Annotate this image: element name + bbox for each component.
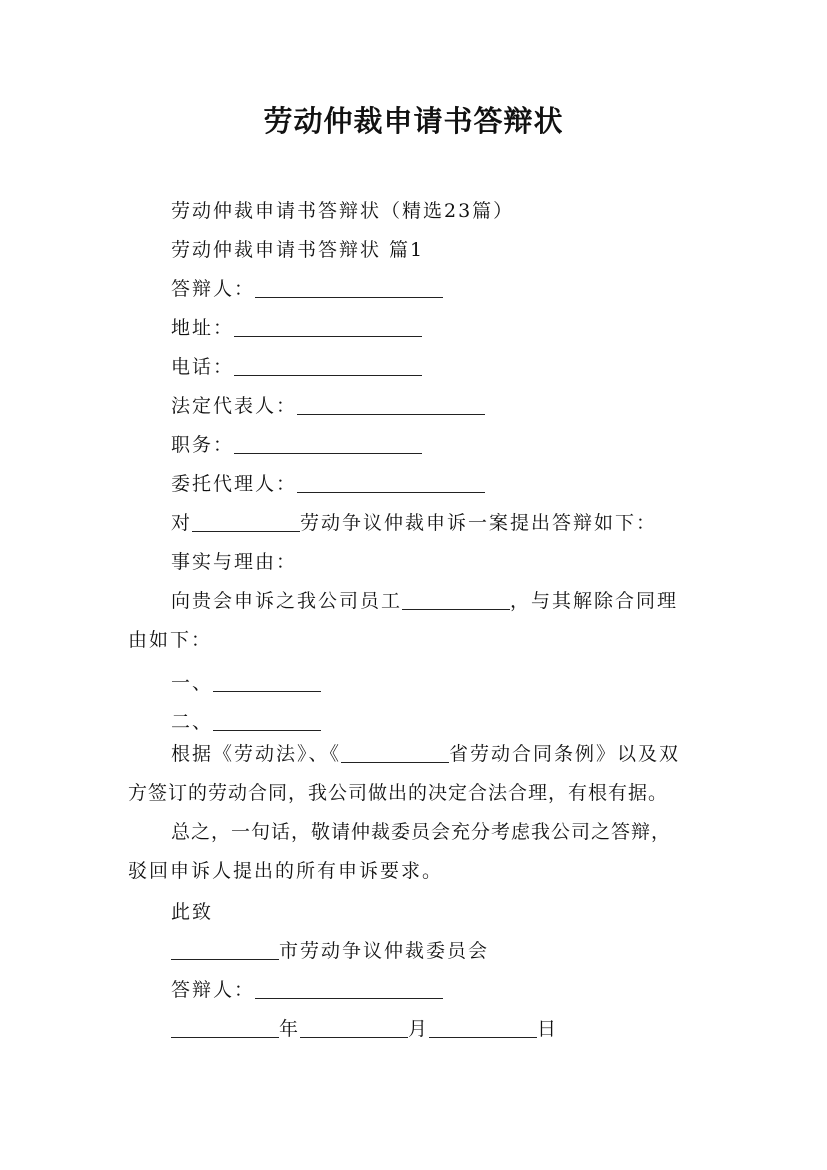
sign-label: 答辩人： (171, 979, 256, 1001)
committee-label: 市劳动争议仲裁委员会 (279, 940, 490, 962)
day-blank (429, 1017, 537, 1038)
position-blank (234, 433, 422, 454)
sign-blank (255, 978, 443, 999)
item-1-label: 一、 (171, 672, 214, 694)
sign-line (171, 977, 443, 1003)
address-field (171, 315, 422, 341)
para2-line2: 方签订的劳动合同，我公司做出的决定合法合理，有根有据。 (128, 782, 669, 804)
case-suffix: 劳动争议仲裁申诉一案提出答辩如下： (300, 512, 658, 534)
date-line (171, 1016, 558, 1042)
item-2 (171, 709, 321, 735)
para2-a: 根据《劳动法》、《 (171, 743, 342, 765)
para3-line2: 驳回申诉人提出的所有申诉要求。 (128, 860, 444, 882)
respondent-blank (255, 277, 443, 298)
city-blank (171, 939, 279, 960)
province-blank (341, 742, 449, 763)
case-prefix: 对 (171, 512, 193, 534)
respondent-label: 答辩人： (171, 278, 256, 300)
position-field (171, 432, 422, 458)
year-blank (171, 1017, 279, 1038)
case-line (171, 510, 657, 536)
legal-rep-field (171, 393, 485, 419)
agent-blank (297, 472, 485, 493)
section-heading: 劳动仲裁申请书答辩状 篇1 (171, 239, 425, 261)
phone-blank (234, 355, 422, 376)
year-label: 年 (279, 1018, 301, 1040)
address-blank (234, 316, 422, 337)
subtitle: 劳动仲裁申请书答辩状（精选23篇） (171, 200, 515, 222)
committee-line (171, 938, 489, 964)
employee-blank (402, 589, 510, 610)
facts-heading: 事实与理由： (171, 551, 298, 573)
day-label: 日 (537, 1018, 559, 1040)
position-label: 职务： (171, 434, 235, 456)
item-1-blank (213, 671, 321, 692)
address-label: 地址： (171, 317, 235, 339)
para2-line1 (171, 741, 680, 767)
para1-a: 向贵会申诉之我公司员工 (171, 590, 403, 612)
para1-b: ，与其解除合同理 (510, 590, 679, 612)
respondent-field (171, 276, 443, 302)
para2-b: 省劳动合同条例》以及双 (449, 743, 681, 765)
item-2-blank (213, 710, 321, 731)
agent-label: 委托代理人： (171, 473, 298, 495)
item-2-label: 二、 (171, 711, 214, 733)
para1-line1 (171, 588, 678, 614)
case-blank (192, 511, 300, 532)
phone-field (171, 354, 422, 380)
para3-line1: 总之，一句话，敬请仲裁委员会充分考虑我公司之答辩， (171, 821, 672, 843)
month-blank (300, 1017, 408, 1038)
closing: 此致 (171, 901, 214, 923)
phone-label: 电话： (171, 356, 235, 378)
legal-rep-blank (297, 394, 485, 415)
item-1 (171, 670, 321, 696)
month-label: 月 (408, 1018, 430, 1040)
para1-line2: 由如下： (128, 629, 213, 651)
agent-field (171, 471, 485, 497)
document-title: 劳动仲裁申请书答辩状 (263, 104, 564, 138)
legal-rep-label: 法定代表人： (171, 395, 298, 417)
